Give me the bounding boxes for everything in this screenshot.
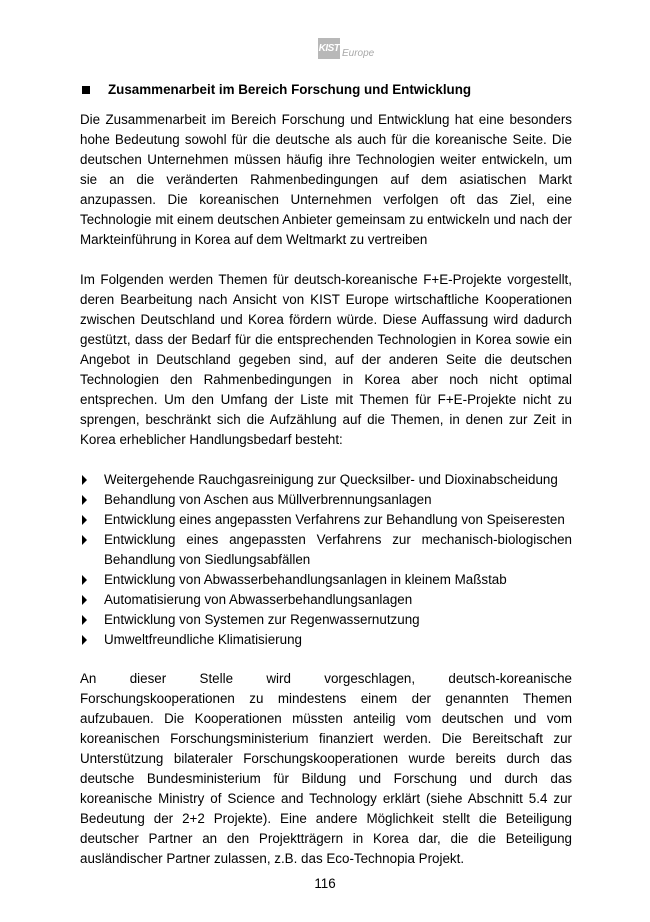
list-item-text: Weitergehende Rauchgasreinigung zur Quecksilber- und Dioxinabscheidung	[104, 472, 558, 487]
list-item	[80, 530, 572, 570]
list-item	[80, 570, 572, 590]
list-item	[80, 630, 572, 650]
logo-text: Europe	[342, 48, 375, 59]
list-item-text: Umweltfreundliche Klimatisierung	[104, 632, 302, 647]
list-item-text: Entwicklung von Systemen zur Regenwassernutzung	[104, 612, 420, 627]
arrow-bullet-icon	[82, 495, 87, 505]
list-item-text: Entwicklung eines angepassten Verfahrens zur Behandlung von Speiseresten	[104, 512, 565, 527]
list-item-text: Automatisierung von Abwasserbehandlungsanlagen	[104, 592, 413, 607]
arrow-bullet-icon	[82, 615, 87, 625]
list-item	[80, 510, 572, 530]
arrow-bullet-icon	[82, 575, 87, 585]
arrow-bullet-icon	[82, 515, 87, 525]
list-item	[80, 490, 572, 510]
paragraph-closing: An dieser Stelle wird vorgeschlagen, deutsch-koreanische Forschungskooperationen zu mindestens einem der genannten Themen aufzubauen. Die Kooperationen müssten anteilig vom deutschen und vom koreanischen Forschungsministerium finanziert werden. Die Bereitschaft zur Unterstützung bilateraler Forschungskooperationen wurde bereits durch das deutsche Bundesministerium für Bildung und Forschung und durch das koreanische Ministry of Science and Technology erklärt (siehe Abschnitt 5.4 zur Bedeutung der 2+2 Projekte). Eine andere Möglichkeit stellt die Beteiligung deutscher Partner an den Projektträgern in Korea dar, die die Beteiligung ausländischer Partner zulassen, z.B. das Eco-Technopia Projekt.	[80, 671, 572, 866]
page-content	[80, 80, 572, 889]
list-item-text: Entwicklung von Abwasserbehandlungsanlagen in kleinem Maßstab	[104, 572, 507, 587]
paragraph-intro: Die Zusammenarbeit im Bereich Forschung und Entwicklung hat eine besonders hohe Bedeutung sowohl für die deutsche als auch für die koreanische Seite. Die deutschen Unternehmen müssen häufig ihre Technologien weiter entwickeln, um sie an die veränderten Rahmenbedingungen auf dem asiatischen Markt anzupassen. Die koreanischen Unternehmen verfolgen oft das Ziel, eine Technologie mit einem deutschen Anbieter gemeinsam zu entwickeln und nach der Markteinführung in Korea auf dem Weltmarkt zu vertreiben	[80, 112, 572, 247]
square-bullet-icon	[82, 86, 90, 94]
list-item-text: Behandlung von Aschen aus Müllverbrennungsanlagen	[104, 492, 432, 507]
kist-europe-logo	[318, 38, 374, 59]
arrow-bullet-icon	[82, 635, 87, 645]
paragraph-topics: Im Folgenden werden Themen für deutsch-koreanische F+E-Projekte vorgestellt, deren Bearbeitung nach Ansicht von KIST Europe wirtschaftliche Kooperationen zwischen Deutschland und Korea fördern würde. Diese Auffassung wird dadurch gestützt, dass der Bedarf für die entsprechenden Technologien in Korea sowie ein Angebot in Deutschland gegeben sind, auf der anderen Seite die deutschen Technologien den Rahmenbedingungen in Korea aber noch nicht optimal entsprechen. Um den Umfang der Liste mit Themen für F+E-Projekte nicht zu sprengen, beschränkt sich die Aufzählung auf die Themen, in denen zur Zeit in Korea erheblicher Handlungsbedarf besteht:	[80, 272, 572, 447]
list-item	[80, 470, 572, 490]
list-item	[80, 590, 572, 610]
list-item	[80, 610, 572, 630]
arrow-bullet-icon	[82, 535, 87, 545]
page-number: 116	[314, 876, 336, 891]
arrow-bullet-icon	[82, 595, 87, 605]
logo-mark: KIST	[318, 38, 340, 59]
topic-list	[80, 470, 572, 650]
list-item-text: Entwicklung eines angepassten Verfahrens zur mechanisch-biologischen Behandlung von Siedlungsabfällen	[104, 532, 572, 567]
section-heading	[80, 80, 572, 100]
arrow-bullet-icon	[82, 475, 87, 485]
section-heading-text: Zusammenarbeit im Bereich Forschung und Entwicklung	[108, 82, 472, 97]
